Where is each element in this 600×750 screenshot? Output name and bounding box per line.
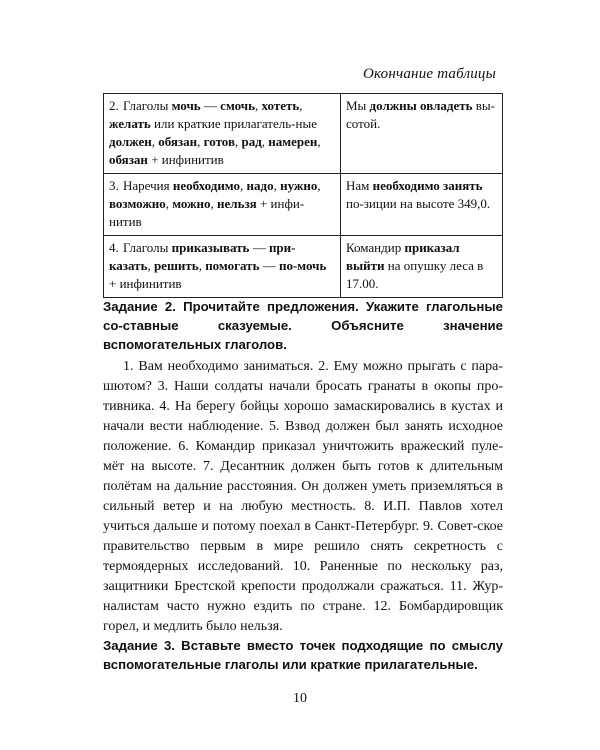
cell-text: , xyxy=(261,134,269,149)
cell-text: , xyxy=(234,134,242,149)
key-word: нужно xyxy=(280,178,318,193)
cell-text: , xyxy=(151,134,159,149)
cell-text: + инфинитив xyxy=(109,276,182,291)
construction-cell xyxy=(104,174,341,236)
cell-text: или краткие прилагатель-ные xyxy=(150,116,317,131)
key-word: по-мочь xyxy=(278,258,327,273)
construction-cell xyxy=(104,94,341,174)
cell-text: — xyxy=(259,258,279,273)
cell-text: , xyxy=(240,178,247,193)
key-word: приказал выйти xyxy=(346,240,460,273)
key-word: смочь xyxy=(220,98,255,113)
key-word: обязан xyxy=(158,134,198,149)
example-cell xyxy=(341,94,503,174)
grammar-table-body xyxy=(104,94,503,298)
task-2-heading: Задание 2. Прочитайте предложения. Укажите глагольные со-ставные сказуемые. Объясните значение вспомогательных глаголов. xyxy=(103,299,503,352)
grammar-table-row xyxy=(104,236,503,298)
key-word: нельзя xyxy=(217,196,257,211)
cell-text: , xyxy=(147,258,154,273)
key-word: помогать xyxy=(205,258,260,273)
cell-text: , xyxy=(210,196,218,211)
example-cell xyxy=(341,236,503,298)
key-word: должны овладеть xyxy=(369,98,473,113)
key-word: хотеть xyxy=(261,98,300,113)
key-word: решить xyxy=(153,258,199,273)
cell-text: по-зиции на высоте 349,0. xyxy=(346,196,491,211)
key-word: можно xyxy=(172,196,211,211)
cell-text: Глаголы xyxy=(123,98,172,113)
cell-text: на опушку леса в 17.00. xyxy=(346,258,484,291)
cell-text: — xyxy=(249,240,269,255)
task-3-heading: Задание 3. Вставьте вместо точек подходящие по смыслу вспомогательные глаголы или краткие прилагательные. xyxy=(103,638,503,672)
grammar-table xyxy=(103,93,503,298)
cell-text: вы-сотой. xyxy=(346,98,495,131)
key-word: желать xyxy=(109,116,151,131)
row-number: 2. xyxy=(109,98,119,113)
cell-text: , xyxy=(317,178,321,193)
row-number: 4. xyxy=(109,240,119,255)
page-number: 10 xyxy=(293,691,307,706)
construction-cell xyxy=(104,236,341,298)
key-word: должен xyxy=(109,134,152,149)
key-word: намерен xyxy=(268,134,318,149)
grammar-table-row xyxy=(104,94,503,174)
example-cell xyxy=(341,174,503,236)
cell-text: , xyxy=(198,258,206,273)
cell-text: , xyxy=(317,134,321,149)
cell-text: Нам xyxy=(346,178,373,193)
cell-text: , xyxy=(299,98,303,113)
key-word: приказывать xyxy=(171,240,250,255)
cell-text: Наречия xyxy=(123,178,173,193)
cell-text: , xyxy=(197,134,204,149)
cell-text: , xyxy=(273,178,281,193)
key-word: возможно xyxy=(109,196,166,211)
key-word: необходимо xyxy=(172,178,240,193)
key-word: мочь xyxy=(171,98,201,113)
key-word: рад xyxy=(241,134,262,149)
key-word: готов xyxy=(203,134,235,149)
exercise-sentences: 1. Вам необходимо заниматься. 2. Ему можно прыгать с пара-шютом? 3. Наши солдаты начали бросать гранаты в окопы про-тивника. 4. На берегу бойцы хорошо замаскировались в кустах и начали вести наблюдение. 5. Взвод должен был занять исходное положение. 6. Командир приказал уничтожить вражеский пуле-мёт на высоте. 7. Десантник должен быть готов к длительным полётам на дальние расстояния. Он должен уметь приземляться в сильный ветер и на любую местность. 8. И.П. Павлов хотел учиться дальше и потому поехал в Санкт-Петербург. 9. Совет-ское правительство первым в мире решило снять секретность с термоядерных исследований. 10. Раненные по нескольку раз, защитники Брестской крепости продолжали сражаться. 11. Жур-налистам часто нужно ездить по стране. 12. Бомбардировщик горел, и медлить было нельзя. xyxy=(103,359,503,634)
key-word: надо xyxy=(246,178,274,193)
cell-text: , xyxy=(165,196,173,211)
table-continuation-caption: Окончание таблицы xyxy=(362,66,496,82)
cell-text: + инфи-нитив xyxy=(109,196,305,229)
cell-text: Глаголы xyxy=(123,240,172,255)
cell-text: + инфинитив xyxy=(147,152,224,167)
key-word: обязан xyxy=(109,152,148,167)
cell-text: Мы xyxy=(346,98,370,113)
cell-text: — xyxy=(200,98,221,113)
grammar-table-row xyxy=(104,174,503,236)
key-word: необходимо занять xyxy=(372,178,483,193)
row-number: 3. xyxy=(109,178,119,193)
key-word: при-казать xyxy=(109,240,296,273)
cell-text: Командир xyxy=(346,240,405,255)
cell-text: , xyxy=(255,98,262,113)
